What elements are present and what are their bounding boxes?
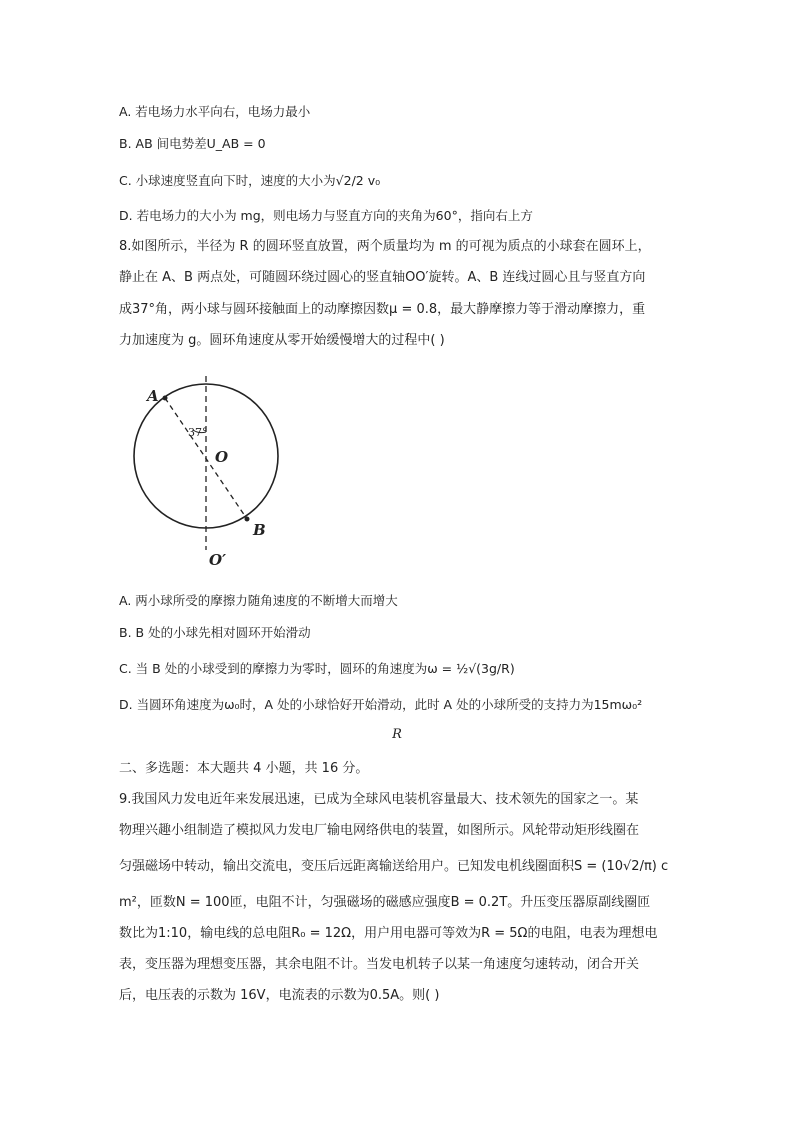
q9-stem-line-5: 数比为1:10，输电线的总电阻R₀ = 12Ω，用户用电器可等效为R = 5Ω的电阻，电表为理想电 [119, 926, 658, 941]
section-header: 二、多选题：本大题共 4 小题，共 16 分。 [119, 761, 369, 776]
q9-stem-line-1: 9.我国风力发电近年来发展迅速，已成为全球风电装机容量最大、技术领先的国家之一。某 [119, 792, 639, 807]
q8-option-d-denominator: R [392, 727, 402, 742]
q8-stem-line-1: 8.如图所示，半径为 R 的圆环竖直放置，两个质量均为 m 的可视为质点的小球套在圆环上， [119, 239, 651, 254]
q9-stem-line-6: 表，变压器为理想变压器，其余电阻不计。当发电机转子以某一角速度匀速转动，闭合开关 [119, 957, 640, 972]
q8-option-d: D. 当圆环角速度为ω₀时，A 处的小球恰好开始滑动，此时 A 处的小球所受的支持力为15mω₀² [119, 697, 643, 712]
q7-option-b: B. AB 间电势差U_AB = 0 [119, 136, 266, 151]
q9-stem-line-7: 后，电压表的示数为 16V，电流表的示数为0.5A。则( ) [119, 988, 440, 1003]
q9-stem-line-3: 匀强磁场中转动，输出交流电，变压后远距离输送给用户。已知发电机线圈面积S = (10√2/π) c [119, 859, 669, 874]
q8-stem-line-2: 静止在 A、B 两点处，可随圆环绕过圆心的竖直轴OO′旋转。A、B 连线过圆心且与竖直方向 [119, 270, 646, 285]
q7-option-c: C. 小球速度竖直向下时，速度的大小为√2/2 v₀ [119, 173, 381, 188]
q7-option-a: A. 若电场力水平向右，电场力最小 [119, 104, 311, 119]
label-o: O [215, 448, 229, 466]
label-a: A [147, 387, 159, 405]
q8-option-a: A. 两小球所受的摩擦力随角速度的不断增大而增大 [119, 593, 398, 608]
q8-option-c: C. 当 B 处的小球受到的摩擦力为零时，圆环的角速度为ω = ½√(3g/R) [119, 661, 515, 676]
label-o-prime: O′ [209, 551, 227, 569]
q9-stem-line-2: 物理兴趣小组制造了模拟风力发电厂输电网络供电的装置，如图所示。风轮带动矩形线圈在 [119, 823, 640, 838]
q9-stem-line-4: m²，匝数N = 100匝，电阻不计，匀强磁场的磁感应强度B = 0.2T。升压变压器原副线圈匝 [119, 895, 651, 910]
q8-option-b: B. B 处的小球先相对圆环开始滑动 [119, 625, 311, 640]
q7-option-d: D. 若电场力的大小为 mg，则电场力与竖直方向的夹角为60°，指向右上方 [119, 208, 533, 223]
ball-a [163, 396, 168, 401]
q8-stem-line-3: 成37°角，两小球与圆环接触面上的动摩擦因数μ = 0.8，最大静摩擦力等于滑动摩擦力，重 [119, 302, 646, 317]
ball-b [245, 517, 250, 522]
angle-label: 37° [188, 426, 208, 439]
label-b: B [253, 521, 266, 539]
ring-diagram [119, 372, 299, 572]
q8-stem-line-4: 力加速度为 g。圆环角速度从零开始缓慢增大的过程中( ) [119, 333, 445, 348]
